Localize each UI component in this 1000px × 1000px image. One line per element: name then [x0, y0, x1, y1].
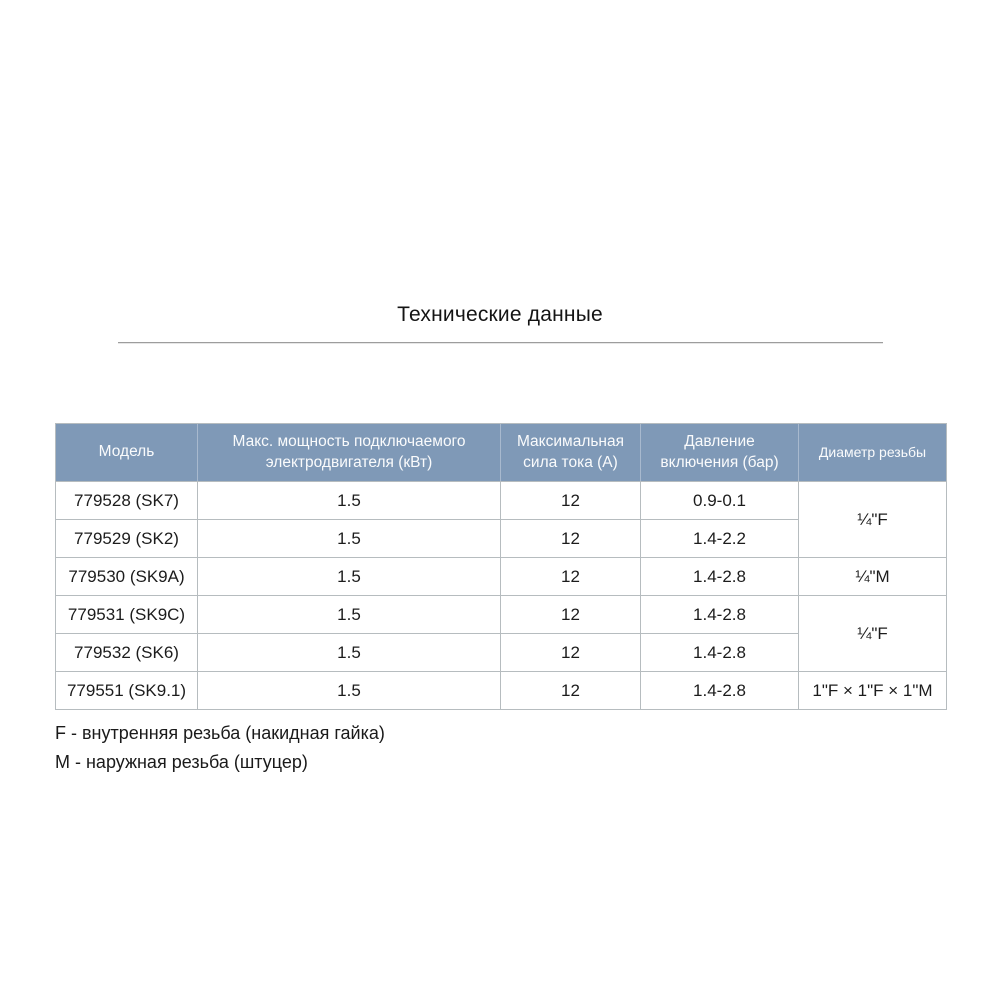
cell-current: 12	[500, 633, 640, 671]
column-header-model: Модель	[56, 424, 197, 481]
column-header-thread: Диаметр резьбы	[798, 424, 946, 481]
cell-thread-diameter: ¼"M	[798, 557, 946, 595]
cell-model: 779530 (SK9A)	[56, 557, 197, 595]
table-row	[56, 481, 946, 519]
cell-current: 12	[500, 595, 640, 633]
cell-current: 12	[500, 671, 640, 709]
cell-pressure: 1.4-2.8	[640, 557, 798, 595]
cell-power: 1.5	[197, 557, 500, 595]
footnote-f: F - внутренняя резьба (накидная гайка)	[55, 723, 385, 743]
cell-power: 1.5	[197, 481, 500, 519]
footnote-m: M - наружная резьба (штуцер)	[55, 752, 308, 772]
footnotes	[55, 719, 945, 777]
cell-model: 779532 (SK6)	[56, 633, 197, 671]
cell-model: 779528 (SK7)	[56, 481, 197, 519]
title-divider	[118, 342, 883, 343]
cell-pressure: 0.9-0.1	[640, 481, 798, 519]
cell-power: 1.5	[197, 671, 500, 709]
cell-pressure: 1.4-2.8	[640, 671, 798, 709]
technical-data-section	[55, 423, 945, 710]
cell-current: 12	[500, 481, 640, 519]
cell-model: 779529 (SK2)	[56, 519, 197, 557]
column-header-pressure: Давление включения (бар)	[640, 424, 798, 481]
cell-pressure: 1.4-2.8	[640, 595, 798, 633]
table-row	[56, 557, 946, 595]
column-header-current: Максимальная сила тока (А)	[500, 424, 640, 481]
cell-current: 12	[500, 519, 640, 557]
technical-data-table	[55, 423, 947, 710]
cell-power: 1.5	[197, 519, 500, 557]
cell-model: 779551 (SK9.1)	[56, 671, 197, 709]
cell-current: 12	[500, 557, 640, 595]
page-title: Технические данные	[397, 303, 603, 326]
cell-power: 1.5	[197, 633, 500, 671]
table-row	[56, 595, 946, 633]
cell-thread-diameter: 1"F × 1"F × 1"M	[798, 671, 946, 709]
cell-model: 779531 (SK9C)	[56, 595, 197, 633]
table-header-row	[56, 424, 946, 481]
column-header-power: Макс. мощность подключаемого электродвигателя (кВт)	[197, 424, 500, 481]
cell-power: 1.5	[197, 595, 500, 633]
cell-pressure: 1.4-2.8	[640, 633, 798, 671]
cell-thread-diameter: ¼"F	[798, 595, 946, 671]
cell-pressure: 1.4-2.2	[640, 519, 798, 557]
cell-thread-diameter: ¼"F	[798, 481, 946, 557]
table-row	[56, 671, 946, 709]
table-body	[56, 481, 946, 709]
